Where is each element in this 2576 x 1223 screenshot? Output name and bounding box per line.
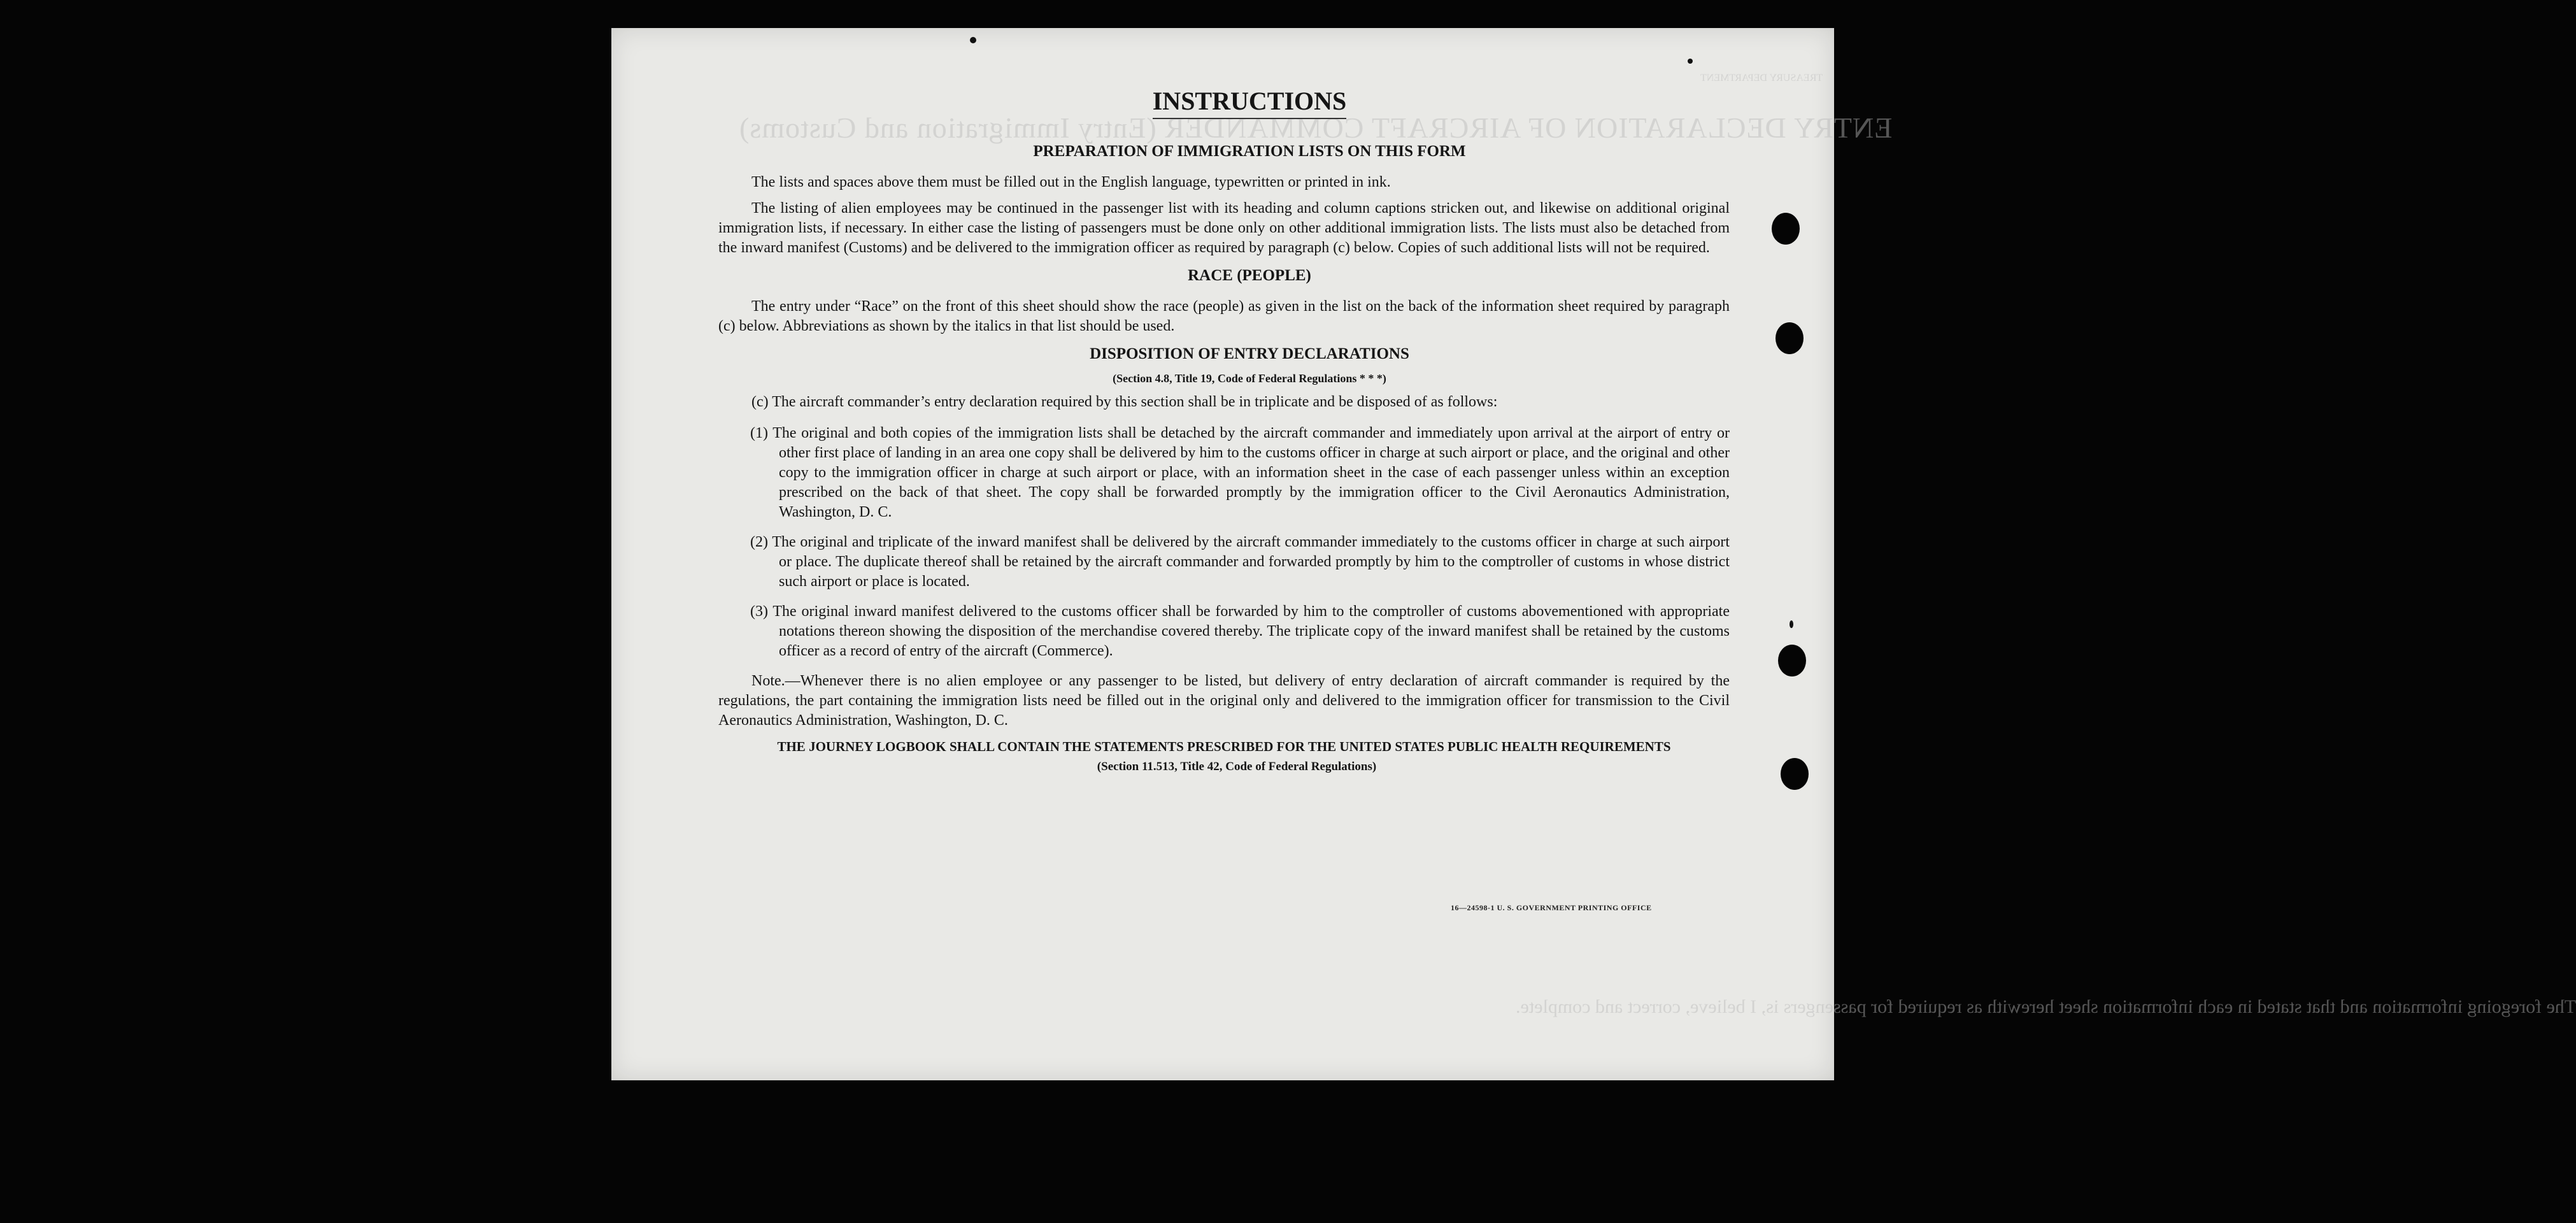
note-paragraph: Note.—Whenever there is no alien employee or any passenger to be listed, but delivery of entry declaration of aircraft commander is required by the regulations, the part containing the immigration lists need be filled out in the original only and delivered to the immigration officer for transmission to the Civil Aeronautics Administration, Washington, D. C. [718,673,1730,729]
public-health-citation: (Section 11.513, Title 42, Code of Federal Regulations) [1097,760,1377,773]
section-citation: (Section 4.8, Title 19, Code of Federal Regulations * * *) [1113,372,1386,385]
punch-hole [1772,213,1800,245]
ink-speck [1688,59,1693,64]
list-item-3: (3) The original inward manifest delivered to the customs officer shall be forwarded by him to the comptroller of customs abovementioned with appropriate notations thereon showing the disposition of the merchandise covered thereby. The triplicate copy of the inward manifest shall be retained by the customs officer as a record of entry of the aircraft (Commerce). [750,603,1730,659]
list-item-1: (1) The original and both copies of the immigration lists shall be detached by the aircraft commander and immediately upon arrival at the airport of entry or other first place of landing in an area one copy shall be delivered by him to the customs officer in charge at such airport or place, and the original and other copy to the immigration officer in charge at such airport or place, with an information sheet in the case of each passenger unless within an exception prescribed on the back of that sheet. The copy shall be forwarded promptly by the immigration officer to the Civil Aeronautics Administration, Washington, D. C. [750,425,1730,520]
page-title: INSTRUCTIONS [769,87,1730,116]
punch-hole [1775,322,1804,354]
paragraph-alien-employees: The listing of alien employees may be continued in the passenger list with its heading and column captions stricken out, and likewise on additional original immigration lists, if necessary. In either case the listing of passengers must be done only on other additional immigration lists. The lists must also be detached from the inward manifest (Customs) and be delivered to the immigration officer as required by paragraph (c) below. Copies of such additional lists will not be required. [718,200,1730,256]
bleed-through-title: ENTRY DECLARATION OF AIRCRAFT COMMANDER (Entry Immigration and Customs) [739,111,1893,144]
ink-speck [970,37,976,43]
paragraph-english-language: The lists and spaces above them must be filled out in the English language, typewritten or printed in ink. [751,174,1391,190]
document-page [611,28,2576,1080]
public-health-statement: THE JOURNEY LOGBOOK SHALL CONTAIN THE STATEMENTS PRESCRIBED FOR THE UNITED STATES PUBLIC HEALTH REQUIREMENTS [777,739,1671,754]
punch-hole [1781,758,1809,790]
ink-speck [1790,620,1793,628]
paragraph-c: (c) The aircraft commander’s entry declaration required by this section shall be in triplicate and be disposed of as follows: [751,394,1498,410]
list-item-2: (2) The original and triplicate of the inward manifest shall be delivered by the aircraft commander immediately to the customs officer in charge at such airport or place. The duplicate thereof shall be retained by the aircraft commander and forwarded promptly by him to the comptroller of customs in whose district such airport or place is located. [750,534,1730,590]
section-heading-race: RACE (PEOPLE) [1188,267,1311,284]
paragraph-race: The entry under “Race” on the front of this sheet should show the race (people) as given in the list on the back of the information sheet required by paragraph (c) below. Abbreviations as shown by the italics in that list should be used. [718,298,1730,334]
printing-office-code: 16—24598-1 U. S. GOVERNMENT PRINTING OFFICE [1451,903,1652,912]
punch-hole [1778,645,1806,676]
bleed-through-bottom: The foregoing information and that stated in each information sheet herewith as required for passengers is, I believe, correct and complete. [1516,996,2576,1017]
bleed-through-stamp: TREASURY DEPARTMENT [1700,73,1823,83]
section-heading-disposition: DISPOSITION OF ENTRY DECLARATIONS [1090,345,1409,362]
section-heading-preparation: PREPARATION OF IMMIGRATION LISTS ON THIS FORM [1033,143,1466,160]
instructions-body [718,87,1730,776]
